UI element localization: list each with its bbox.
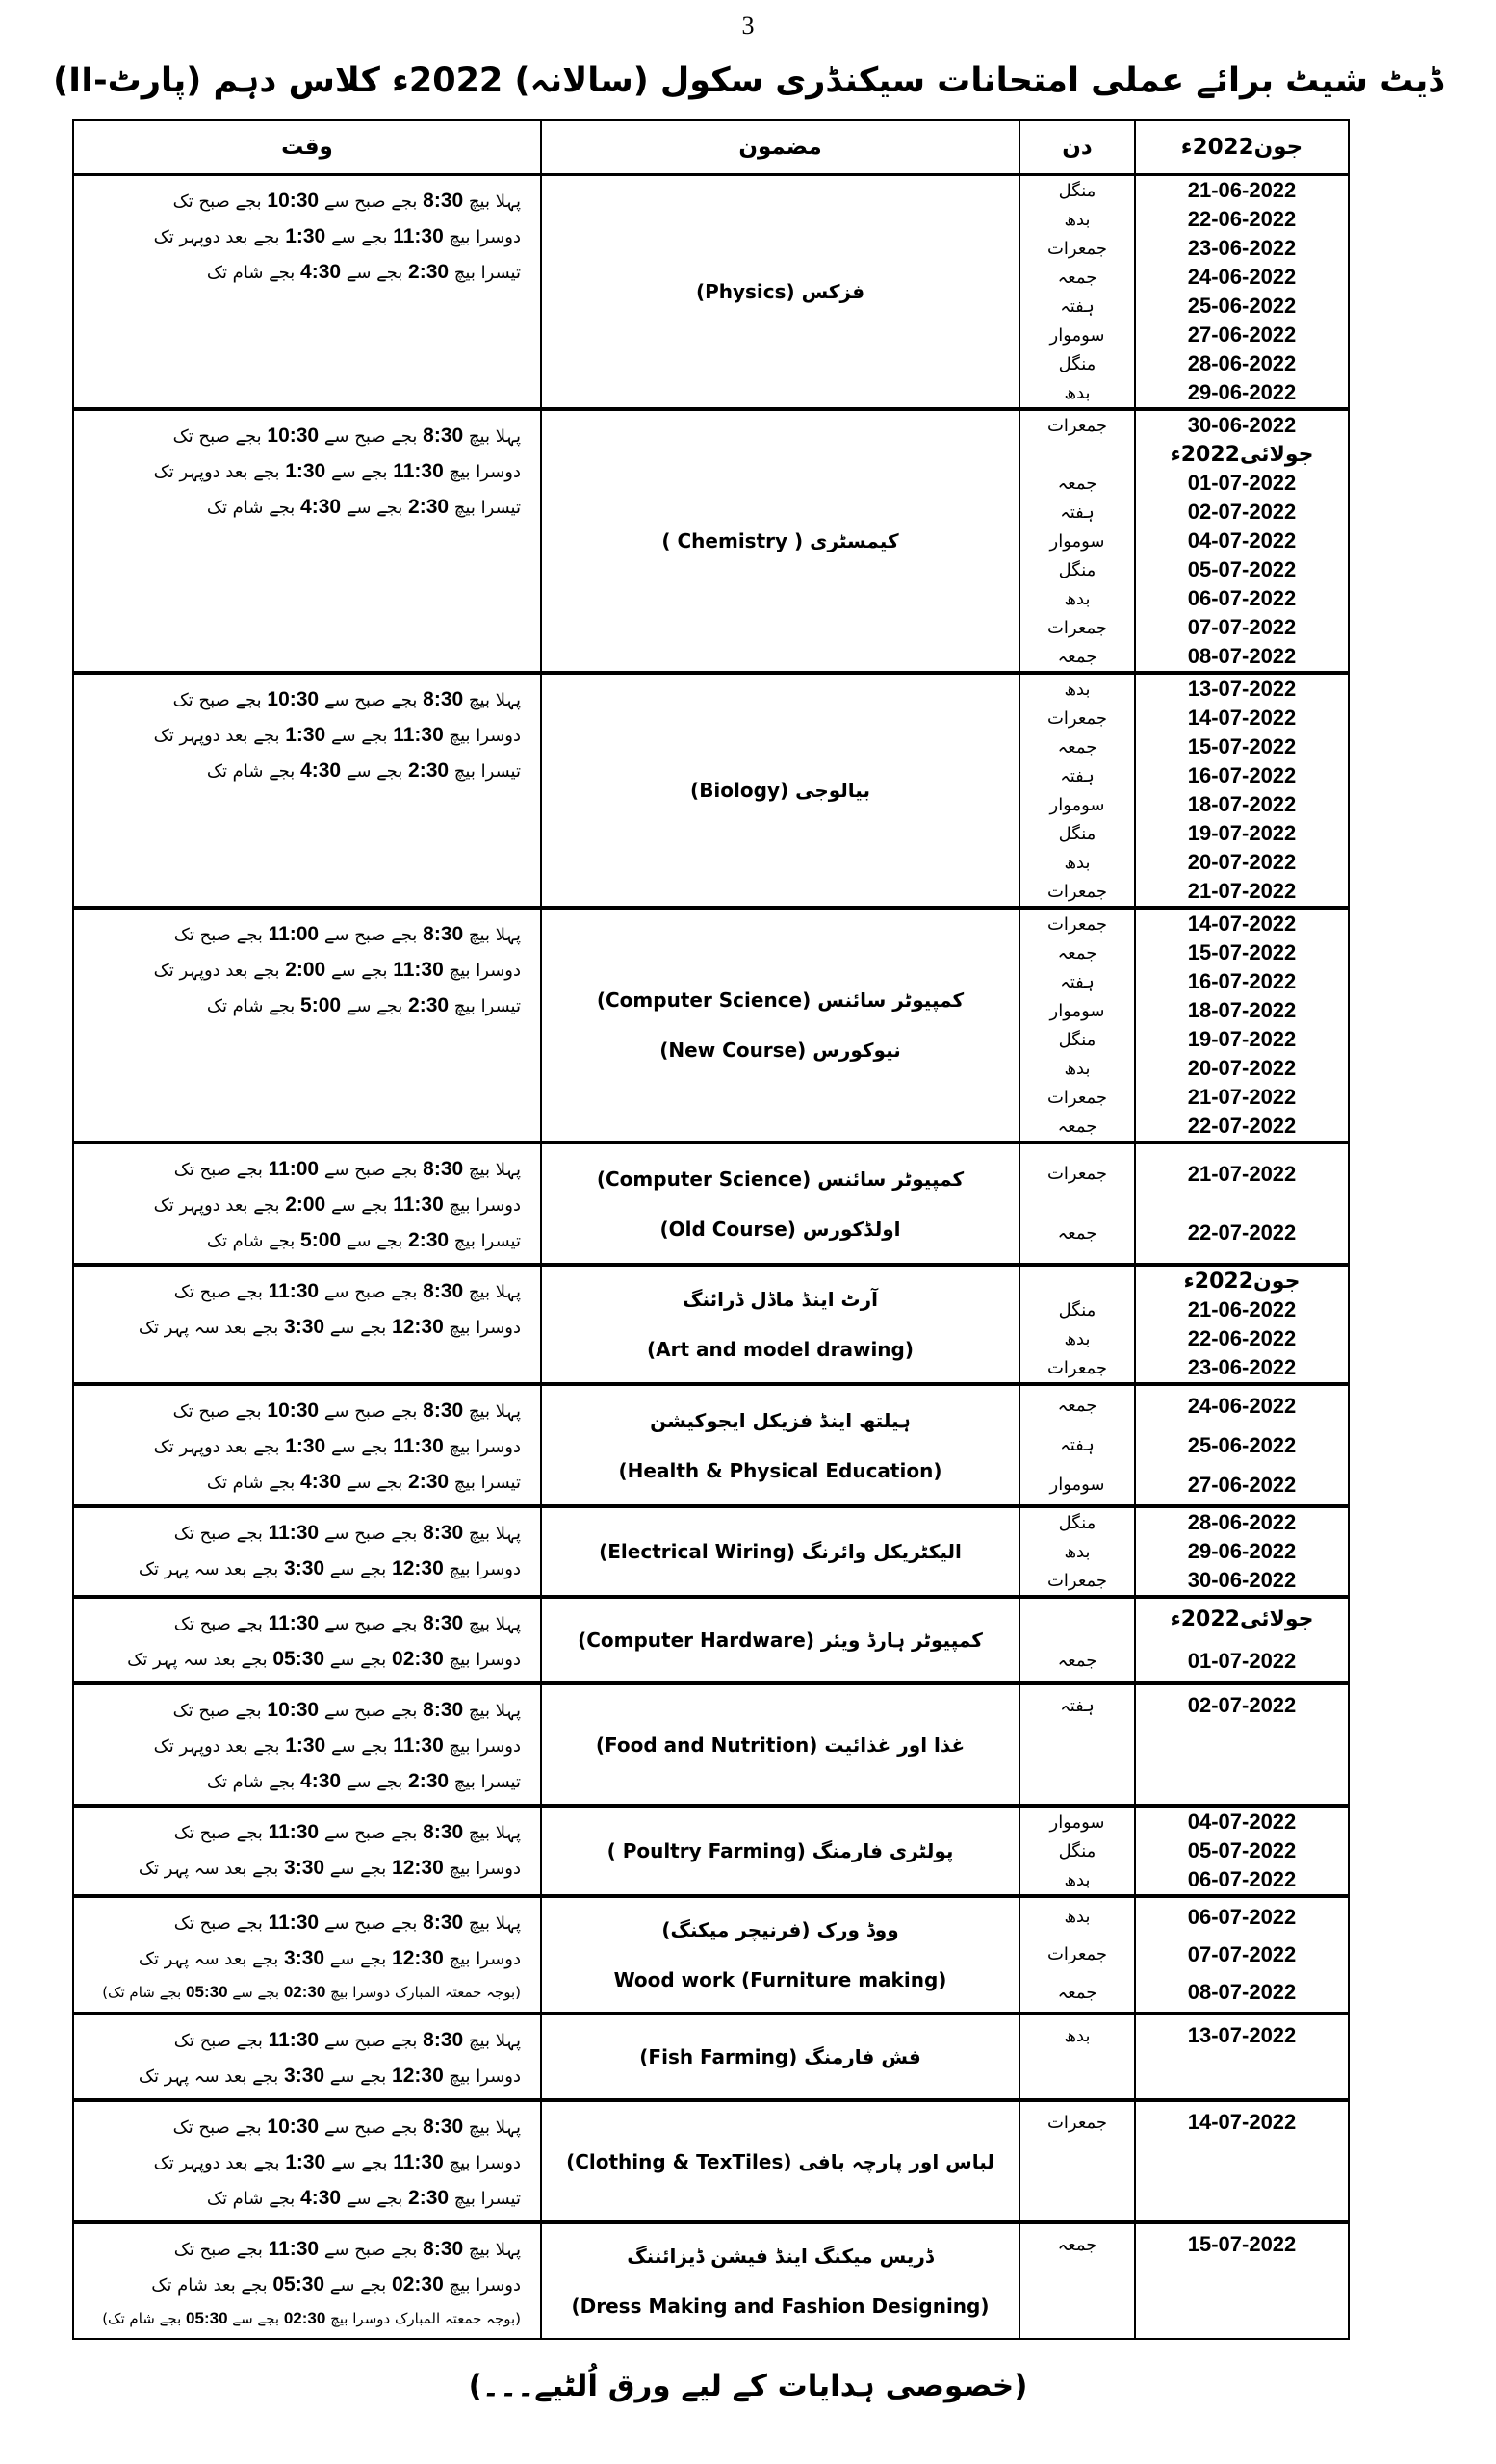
time-line: (بوجہ جمعتہ المبارک دوسرا بیچ 02:30 بجے سے 05:30 بجے شام تک) — [102, 1983, 521, 2001]
time-line: دوسرا بیچ 02:30 بجے سے 05:30 بجے بعد سہ پہر تک — [127, 1648, 521, 1670]
day-cell: منگل — [1058, 823, 1096, 844]
day-cell: ہفتہ — [1060, 971, 1095, 992]
date-cell: 19-07-2022 — [1187, 1027, 1297, 1051]
day-cell: جمعرات — [1046, 881, 1108, 902]
subject-cell — [540, 1599, 1019, 1681]
day-column — [1019, 2102, 1134, 2220]
subject-block — [74, 1595, 1348, 1681]
time-cell — [74, 1267, 540, 1382]
time-cell — [74, 2102, 540, 2220]
day-cell: ہفتہ — [1060, 1695, 1095, 1716]
date-cell: 13-07-2022 — [1187, 2023, 1297, 2047]
subject-block — [74, 2012, 1348, 2098]
day-cell: بدھ — [1064, 209, 1091, 230]
day-cell: بدھ — [1064, 1869, 1091, 1890]
day-column — [1019, 411, 1134, 671]
time-line: پہلا بیچ 8:30 بجے صبح سے 10:30 بجے صبح تک — [172, 688, 521, 710]
date-cell: 22-06-2022 — [1187, 207, 1297, 231]
subject-line: لباس اور پارچہ بافی (Clothing & TexTiles) — [566, 2149, 994, 2173]
date-cell: 29-06-2022 — [1187, 1539, 1297, 1563]
subject-line: فزکس (Physics) — [695, 280, 865, 303]
time-line: دوسرا بیچ 11:30 بجے سے 1:30 بجے بعد دوپہر تک — [153, 225, 521, 247]
date-column — [1134, 1685, 1348, 1804]
subject-line: (Dress Making and Fashion Designing) — [571, 2295, 990, 2318]
subject-line: ڈریس میکنگ اینڈ فیشن ڈیزائننگ — [627, 2245, 934, 2268]
page-title: ڈیٹ شیٹ برائے عملی امتحانات سیکنڈری سکول (سالانہ) 2022ء کلاس دہم (پارٹ-II) — [53, 62, 1443, 100]
day-cell: جمعہ — [1057, 2234, 1097, 2255]
date-column — [1134, 1808, 1348, 1894]
time-cell — [74, 1144, 540, 1263]
day-cell: منگل — [1058, 180, 1096, 201]
date-cell: 29-06-2022 — [1187, 380, 1297, 404]
day-column — [1019, 1898, 1134, 2012]
date-column — [1134, 176, 1348, 407]
date-cell: 14-07-2022 — [1187, 2110, 1297, 2134]
date-cell: 04-07-2022 — [1187, 1810, 1297, 1834]
day-cell: جمعہ — [1057, 1116, 1097, 1137]
day-cell: بدھ — [1064, 2025, 1091, 2046]
time-line: تیسرا بیچ 2:30 بجے سے 4:30 بجے شام تک — [206, 261, 521, 283]
date-column — [1134, 411, 1348, 671]
time-line: دوسرا بیچ 12:30 بجے سے 3:30 بجے بعد سہ پہر تک — [138, 1947, 521, 1969]
subject-line: اولڈکورس (Old Course) — [659, 1217, 901, 1241]
subject-block — [74, 176, 1348, 407]
subject-line: کیمسٹری ( Chemistry ) — [661, 529, 899, 552]
subject-cell — [540, 2102, 1019, 2220]
subject-line: بیالوجی (Biology) — [690, 779, 870, 802]
header-date-column: جون2022ء — [1134, 121, 1348, 173]
subject-block — [74, 1804, 1348, 1894]
date-column — [1134, 1898, 1348, 2012]
date-column — [1134, 1599, 1348, 1681]
time-line: دوسرا بیچ 11:30 بجے سے 2:00 بجے بعد دوپہر تک — [153, 959, 521, 981]
date-cell: 23-06-2022 — [1187, 1355, 1297, 1379]
subject-line: (Art and model drawing) — [647, 1338, 915, 1361]
day-cell: جمعہ — [1057, 1396, 1097, 1416]
date-cell: 16-07-2022 — [1187, 763, 1297, 787]
date-cell: 28-06-2022 — [1187, 351, 1297, 375]
time-line: دوسرا بیچ 11:30 بجے سے 2:00 بجے بعد دوپہر تک — [153, 1194, 521, 1216]
time-line: تیسرا بیچ 2:30 بجے سے 5:00 بجے شام تک — [206, 994, 521, 1016]
time-line: پہلا بیچ 8:30 بجے صبح سے 11:30 بجے صبح تک — [173, 1612, 521, 1634]
time-line: پہلا بیچ 8:30 بجے صبح سے 11:00 بجے صبح تک — [173, 923, 521, 945]
day-column — [1019, 176, 1134, 407]
time-cell — [74, 910, 540, 1141]
date-cell: 20-07-2022 — [1187, 850, 1297, 874]
time-line: پہلا بیچ 8:30 بجے صبح سے 11:00 بجے صبح تک — [173, 1158, 521, 1180]
date-cell: 24-06-2022 — [1187, 1393, 1297, 1418]
date-cell: 18-07-2022 — [1187, 792, 1297, 816]
time-line: تیسرا بیچ 2:30 بجے سے 4:30 بجے شام تک — [206, 1770, 521, 1792]
subject-block — [74, 1681, 1348, 1804]
time-cell — [74, 411, 540, 671]
date-column — [1134, 675, 1348, 906]
date-cell: 08-07-2022 — [1187, 1980, 1297, 2005]
day-cell: بدھ — [1064, 382, 1091, 403]
day-column — [1019, 1144, 1134, 1263]
date-cell: 16-07-2022 — [1187, 969, 1297, 993]
date-cell: 25-06-2022 — [1187, 294, 1297, 318]
time-cell — [74, 176, 540, 407]
date-cell: 07-07-2022 — [1187, 1941, 1297, 1966]
subject-block — [74, 1504, 1348, 1595]
date-column — [1134, 2224, 1348, 2338]
time-line: پہلا بیچ 8:30 بجے صبح سے 10:30 بجے صبح تک — [172, 2116, 521, 2138]
day-column — [1019, 1267, 1134, 1382]
date-cell: 07-07-2022 — [1187, 615, 1297, 639]
day-column — [1019, 2224, 1134, 2338]
time-cell — [74, 1386, 540, 1504]
date-cell: 15-07-2022 — [1187, 940, 1297, 964]
subject-line: آرٹ اینڈ ماڈل ڈرائنگ — [682, 1288, 879, 1311]
date-cell: 27-06-2022 — [1187, 1472, 1297, 1497]
date-column — [1134, 1144, 1348, 1263]
time-line: دوسرا بیچ 12:30 بجے سے 3:30 بجے بعد سہ پہر تک — [138, 1857, 521, 1879]
time-cell — [74, 2015, 540, 2098]
time-cell — [74, 1808, 540, 1894]
day-cell: ہفتہ — [1060, 295, 1095, 317]
day-cell: منگل — [1058, 1840, 1096, 1861]
subject-cell — [540, 1267, 1019, 1382]
subject-line: نیوکورس (New Course) — [659, 1039, 901, 1062]
time-line: دوسرا بیچ 11:30 بجے سے 1:30 بجے بعد دوپہر تک — [153, 460, 521, 482]
day-cell: منگل — [1058, 1512, 1096, 1533]
day-column — [1019, 910, 1134, 1141]
day-cell: جمعہ — [1057, 736, 1097, 757]
date-cell: 19-07-2022 — [1187, 821, 1297, 845]
day-cell: جمعرات — [1046, 707, 1108, 729]
day-cell: سوموار — [1049, 530, 1105, 552]
subject-cell — [540, 2224, 1019, 2338]
day-cell: ہفتہ — [1060, 1435, 1095, 1455]
day-column — [1019, 1808, 1134, 1894]
day-cell: بدھ — [1064, 1328, 1091, 1349]
day-cell: بدھ — [1064, 852, 1091, 873]
time-line: پہلا بیچ 8:30 بجے صبح سے 11:30 بجے صبح تک — [173, 1912, 521, 1934]
date-cell: 22-06-2022 — [1187, 1326, 1297, 1350]
date-cell: 23-06-2022 — [1187, 236, 1297, 260]
subject-line: ہیلتھ اینڈ فزیکل ایجوکیشن — [650, 1408, 911, 1432]
day-cell: سوموار — [1049, 1811, 1105, 1833]
time-line: پہلا بیچ 8:30 بجے صبح سے 11:30 بجے صبح تک — [173, 1522, 521, 1544]
day-cell: جمعہ — [1057, 473, 1097, 494]
day-cell: جمعرات — [1046, 2112, 1108, 2133]
datesheet-table — [72, 119, 1350, 2340]
time-line: تیسرا بیچ 2:30 بجے سے 5:00 بجے شام تک — [206, 1229, 521, 1251]
day-cell: بدھ — [1064, 679, 1091, 700]
time-line: دوسرا بیچ 12:30 بجے سے 3:30 بجے بعد سہ پہر تک — [138, 1316, 521, 1338]
date-cell: 13-07-2022 — [1187, 677, 1297, 701]
date-cell: 02-07-2022 — [1187, 500, 1297, 524]
day-cell — [1020, 1267, 1134, 1296]
day-cell: جمعرات — [1046, 1164, 1108, 1185]
time-cell — [74, 1508, 540, 1595]
day-cell: جمعرات — [1046, 1087, 1108, 1108]
day-cell: جمعہ — [1057, 942, 1097, 963]
date-cell: 28-06-2022 — [1187, 1510, 1297, 1534]
subject-cell — [540, 910, 1019, 1141]
subject-cell — [540, 1144, 1019, 1263]
time-cell — [74, 675, 540, 906]
time-line: تیسرا بیچ 2:30 بجے سے 4:30 بجے شام تک — [206, 2187, 521, 2209]
day-column — [1019, 2015, 1134, 2098]
month-header-cell: جون2022ء — [1183, 1269, 1301, 1294]
time-line: پہلا بیچ 8:30 بجے صبح سے 11:30 بجے صبح تک — [173, 2238, 521, 2260]
day-column — [1019, 1685, 1134, 1804]
date-cell: 21-07-2022 — [1187, 1161, 1297, 1186]
subject-line: کمپیوٹر سائنس (Computer Science) — [596, 1167, 965, 1191]
subject-line: غذا اور غذائیت (Food and Nutrition) — [595, 1732, 966, 1757]
subject-block — [74, 671, 1348, 906]
subject-cell — [540, 2015, 1019, 2098]
day-cell: سوموار — [1049, 794, 1105, 815]
datesheet-table-body — [74, 176, 1348, 2338]
time-line: پہلا بیچ 8:30 بجے صبح سے 10:30 بجے صبح تک — [172, 424, 521, 447]
month-header-cell: جولائی2022ء — [1170, 1607, 1314, 1631]
subject-cell — [540, 1386, 1019, 1504]
day-cell: جمعرات — [1046, 913, 1108, 935]
subject-block — [74, 1894, 1348, 2012]
subject-line: ووڈ ورک (فرنیچر میکنگ) — [661, 1918, 899, 1941]
date-column — [1134, 1508, 1348, 1595]
subject-cell — [540, 675, 1019, 906]
date-column — [1134, 910, 1348, 1141]
day-cell: بدھ — [1064, 1541, 1091, 1562]
date-cell: 14-07-2022 — [1187, 911, 1297, 936]
day-cell: سوموار — [1049, 1000, 1105, 1021]
time-line: پہلا بیچ 8:30 بجے صبح سے 11:30 بجے صبح تک — [173, 1821, 521, 1843]
date-cell: 01-07-2022 — [1187, 1648, 1297, 1673]
date-cell: 27-06-2022 — [1187, 322, 1297, 346]
subject-block — [74, 1141, 1348, 1263]
footer-note: (خصوصی ہدایات کے لیے ورق اُلٹیے۔۔۔) — [468, 2369, 1028, 2403]
subject-cell — [540, 176, 1019, 407]
time-line: دوسرا بیچ 12:30 بجے سے 3:30 بجے بعد سہ پہر تک — [138, 1557, 521, 1579]
date-cell: 14-07-2022 — [1187, 706, 1297, 730]
day-cell: جمعہ — [1057, 267, 1097, 288]
subject-line: کمپیوٹر سائنس (Computer Science) — [596, 988, 965, 1012]
date-cell: 02-07-2022 — [1187, 1693, 1297, 1717]
time-line: پہلا بیچ 8:30 بجے صبح سے 11:30 بجے صبح تک — [173, 1280, 521, 1302]
day-cell: ہفتہ — [1060, 765, 1095, 786]
subject-line: کمپیوٹر ہارڈ ویئر (Computer Hardware) — [578, 1629, 983, 1652]
subject-line: فش فارمنگ (Fish Farming) — [639, 2045, 921, 2068]
date-cell: 20-07-2022 — [1187, 1056, 1297, 1080]
subject-cell — [540, 1898, 1019, 2012]
day-cell — [1020, 440, 1134, 469]
time-cell — [74, 1685, 540, 1804]
date-cell: 05-07-2022 — [1187, 1838, 1297, 1862]
subject-block — [74, 407, 1348, 671]
date-column — [1134, 2015, 1348, 2098]
day-cell: منگل — [1058, 1299, 1096, 1321]
header-day-column: دن — [1019, 121, 1134, 173]
time-line: دوسرا بیچ 12:30 بجے سے 3:30 بجے بعد سہ پہر تک — [138, 2065, 521, 2087]
day-cell: ہفتہ — [1060, 501, 1095, 523]
date-cell: 06-07-2022 — [1187, 1867, 1297, 1891]
day-cell: سوموار — [1049, 324, 1105, 346]
date-column — [1134, 1267, 1348, 1382]
subject-block — [74, 2098, 1348, 2220]
date-cell: 08-07-2022 — [1187, 644, 1297, 668]
time-cell — [74, 1599, 540, 1681]
date-cell: 06-07-2022 — [1187, 586, 1297, 610]
subject-block — [74, 1263, 1348, 1382]
date-cell: 06-07-2022 — [1187, 1904, 1297, 1929]
time-line: تیسرا بیچ 2:30 بجے سے 4:30 بجے شام تک — [206, 759, 521, 782]
date-cell: 15-07-2022 — [1187, 2232, 1297, 2256]
date-cell: 24-06-2022 — [1187, 265, 1297, 289]
time-cell — [74, 1898, 540, 2012]
day-cell: منگل — [1058, 353, 1096, 374]
time-line: پہلا بیچ 8:30 بجے صبح سے 10:30 بجے صبح تک — [172, 1399, 521, 1422]
day-cell: جمعرات — [1046, 1570, 1108, 1591]
time-line: دوسرا بیچ 11:30 بجے سے 1:30 بجے بعد دوپہر تک — [153, 1435, 521, 1457]
day-cell: منگل — [1058, 559, 1096, 580]
day-cell: جمعرات — [1046, 238, 1108, 259]
month-header-cell: جولائی2022ء — [1170, 442, 1314, 467]
subject-line: Wood work (Furniture making) — [613, 1968, 947, 1991]
day-cell: جمعرات — [1046, 1357, 1108, 1378]
date-cell: 22-07-2022 — [1187, 1220, 1297, 1245]
date-cell: 18-07-2022 — [1187, 998, 1297, 1022]
subject-line: پولٹری فارمنگ (Poultry Farming ) — [606, 1839, 954, 1862]
date-column — [1134, 1386, 1348, 1504]
day-column — [1019, 1599, 1134, 1681]
day-cell: بدھ — [1064, 1058, 1091, 1079]
day-cell: جمعہ — [1057, 646, 1097, 667]
day-cell: جمعرات — [1046, 1944, 1108, 1965]
subject-block — [74, 906, 1348, 1141]
subject-cell — [540, 1685, 1019, 1804]
time-line: دوسرا بیچ 02:30 بجے سے 05:30 بجے بعد شام تک — [151, 2273, 521, 2296]
day-cell — [1020, 1599, 1134, 1640]
day-cell: بدھ — [1064, 588, 1091, 609]
date-column — [1134, 2102, 1348, 2220]
day-cell: جمعہ — [1057, 1651, 1097, 1671]
date-cell: 15-07-2022 — [1187, 734, 1297, 758]
subject-line: الیکٹریکل وائرنگ (Electrical Wiring) — [599, 1540, 962, 1563]
time-cell — [74, 2224, 540, 2338]
subject-block — [74, 2220, 1348, 2338]
subject-cell — [540, 1808, 1019, 1894]
time-line: پہلا بیچ 8:30 بجے صبح سے 11:30 بجے صبح تک — [173, 2029, 521, 2051]
time-line: دوسرا بیچ 11:30 بجے سے 1:30 بجے بعد دوپہر تک — [153, 724, 521, 746]
page-number: 3 — [741, 12, 755, 39]
subject-block — [74, 1382, 1348, 1504]
time-line: دوسرا بیچ 11:30 بجے سے 1:30 بجے بعد دوپہر تک — [153, 1734, 521, 1757]
day-column — [1019, 675, 1134, 906]
header-time-column: وقت — [281, 135, 333, 160]
date-cell: 21-07-2022 — [1187, 879, 1297, 903]
date-cell: 30-06-2022 — [1187, 1568, 1297, 1592]
day-cell: جمعرات — [1046, 415, 1108, 436]
date-cell: 21-07-2022 — [1187, 1085, 1297, 1109]
date-cell: 30-06-2022 — [1187, 413, 1297, 437]
day-cell: جمعرات — [1046, 617, 1108, 638]
day-cell: جمعہ — [1057, 1982, 1097, 2003]
time-line: دوسرا بیچ 11:30 بجے سے 1:30 بجے بعد دوپہر تک — [153, 2151, 521, 2173]
date-cell: 21-06-2022 — [1187, 178, 1297, 202]
day-cell: سوموار — [1049, 1475, 1105, 1495]
subject-line: (Health & Physical Education) — [618, 1458, 942, 1482]
date-cell: 01-07-2022 — [1187, 471, 1297, 495]
time-line: (بوجہ جمعتہ المبارک دوسرا بیچ 02:30 بجے سے 05:30 بجے شام تک) — [102, 2309, 521, 2327]
table-header-row — [74, 121, 1348, 176]
day-column — [1019, 1386, 1134, 1504]
time-line: پہلا بیچ 8:30 بجے صبح سے 10:30 بجے صبح تک — [172, 1699, 521, 1721]
subject-cell — [540, 1508, 1019, 1595]
date-cell: 21-06-2022 — [1187, 1297, 1297, 1322]
day-cell: منگل — [1058, 1029, 1096, 1050]
date-cell: 22-07-2022 — [1187, 1114, 1297, 1138]
date-cell: 05-07-2022 — [1187, 557, 1297, 581]
header-subject-column: مضمون — [540, 121, 1019, 173]
day-cell: جمعہ — [1057, 1222, 1097, 1244]
date-cell: 04-07-2022 — [1187, 528, 1297, 552]
time-line: پہلا بیچ 8:30 بجے صبح سے 10:30 بجے صبح تک — [172, 190, 521, 212]
day-cell: بدھ — [1064, 1907, 1091, 1928]
time-line: تیسرا بیچ 2:30 بجے سے 4:30 بجے شام تک — [206, 1471, 521, 1493]
date-cell: 25-06-2022 — [1187, 1432, 1297, 1457]
subject-cell — [540, 411, 1019, 671]
time-line: تیسرا بیچ 2:30 بجے سے 4:30 بجے شام تک — [206, 496, 521, 518]
day-column — [1019, 1508, 1134, 1595]
